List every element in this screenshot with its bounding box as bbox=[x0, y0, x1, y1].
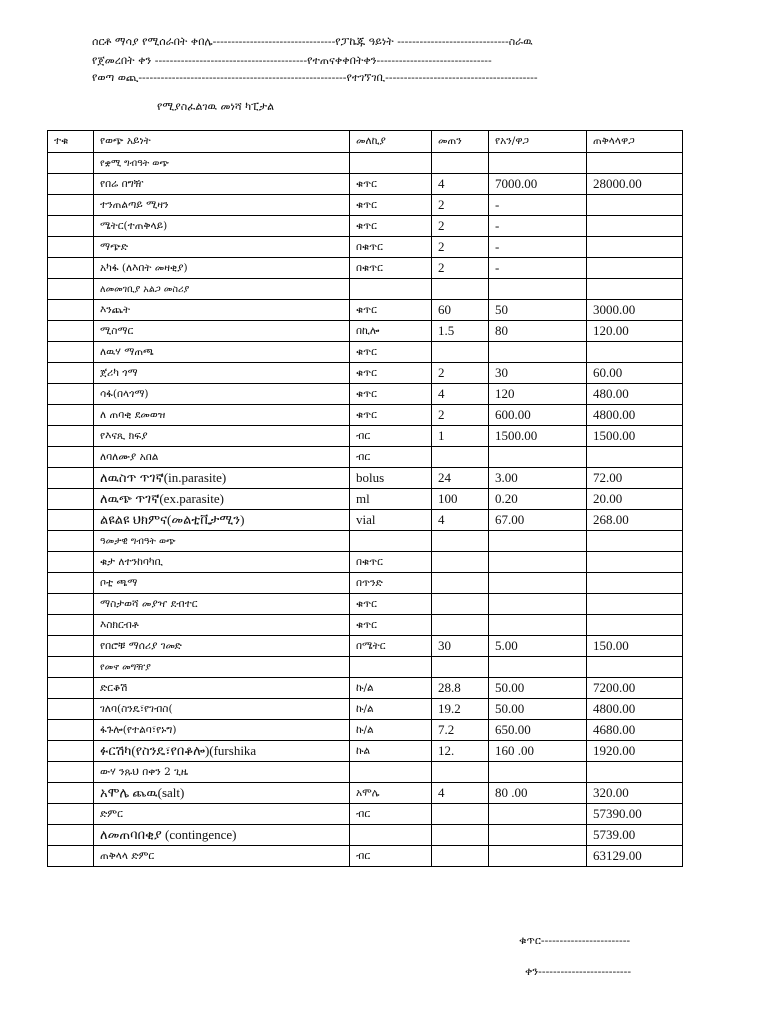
table-row bbox=[48, 384, 683, 405]
table-row bbox=[48, 468, 683, 489]
document-title: የሚያስፈልገዉ መነሻ ካፒታል bbox=[157, 100, 275, 113]
table-row bbox=[48, 615, 683, 636]
cell-number bbox=[48, 195, 94, 216]
cell-item: ሳፋ(በላጎማ) bbox=[94, 384, 350, 405]
table-row bbox=[48, 258, 683, 279]
cell-unit-price: 67.00 bbox=[489, 510, 587, 531]
cell-item: ጀሪካ ጎማ bbox=[94, 363, 350, 384]
table-row bbox=[48, 174, 683, 195]
cell-number bbox=[48, 804, 94, 825]
table-row bbox=[48, 237, 683, 258]
cell-item: ለባለሙያ አበል bbox=[94, 447, 350, 468]
cell-total: 7200.00 bbox=[587, 678, 683, 699]
cell-quantity: 1.5 bbox=[432, 321, 489, 342]
cell-quantity bbox=[432, 804, 489, 825]
cell-unit bbox=[350, 531, 432, 552]
cell-quantity: 30 bbox=[432, 636, 489, 657]
cell-unit: ብር bbox=[350, 447, 432, 468]
cell-quantity bbox=[432, 825, 489, 846]
cell-unit: ቁጥር bbox=[350, 342, 432, 363]
cell-total: 72.00 bbox=[587, 468, 683, 489]
cell-item: አሞሌ ጨዉ(salt) bbox=[94, 783, 350, 804]
cell-total bbox=[587, 258, 683, 279]
cell-item: ለመመገቢያ አልጋ መስሪያ bbox=[94, 279, 350, 300]
cell-total: 4680.00 bbox=[587, 720, 683, 741]
cell-item: ዓመታዊ ግብዓት ወጭ bbox=[94, 531, 350, 552]
cell-unit: በጥንድ bbox=[350, 573, 432, 594]
table-row bbox=[48, 699, 683, 720]
cell-total bbox=[587, 531, 683, 552]
cell-number bbox=[48, 321, 94, 342]
cell-item: ማጭድ bbox=[94, 237, 350, 258]
cell-unit bbox=[350, 825, 432, 846]
cell-unit-price: 120 bbox=[489, 384, 587, 405]
cell-quantity bbox=[432, 594, 489, 615]
cell-item: የበሮቹ ማሰሪያ ገመድ bbox=[94, 636, 350, 657]
cell-unit: በቁጥር bbox=[350, 258, 432, 279]
cell-item: አካፋ (ለእበት መዛቂያ) bbox=[94, 258, 350, 279]
cell-number bbox=[48, 279, 94, 300]
cell-unit: ቁጥር bbox=[350, 405, 432, 426]
cell-quantity: 28.8 bbox=[432, 678, 489, 699]
cell-quantity: 4 bbox=[432, 174, 489, 195]
cell-item: ልዩልዩ ህክምና(መልቲቪታሚን) bbox=[94, 510, 350, 531]
cell-quantity bbox=[432, 552, 489, 573]
cell-total bbox=[587, 216, 683, 237]
cell-unit-price bbox=[489, 615, 587, 636]
cell-unit: ኩል bbox=[350, 741, 432, 762]
cell-unit: በሜትር bbox=[350, 636, 432, 657]
table-row bbox=[48, 510, 683, 531]
header-line-location: ሰርቶ ማሳያ የሚሰራበት ቀበሌ---------------------------------የፓኬጁ ዓይነት ------------------------------ስራዉ bbox=[92, 35, 533, 48]
table-row bbox=[48, 678, 683, 699]
cell-total: 150.00 bbox=[587, 636, 683, 657]
cell-total: 480.00 bbox=[587, 384, 683, 405]
cell-total: 60.00 bbox=[587, 363, 683, 384]
cell-item: ገለባ(ስንዴ፣የገብስ( bbox=[94, 699, 350, 720]
column-header-item: የወጭ አይነት bbox=[94, 131, 350, 153]
cell-number bbox=[48, 216, 94, 237]
column-header-no: ተቁ bbox=[48, 131, 94, 153]
cell-unit: ብር bbox=[350, 426, 432, 447]
cell-unit: ቁጥር bbox=[350, 216, 432, 237]
cell-number bbox=[48, 846, 94, 867]
column-header-total: ጠቅላላዋጋ bbox=[587, 131, 683, 153]
cell-item: የበሬ በግዥ bbox=[94, 174, 350, 195]
header-line-expense-income: የወጣ ወጪ--------------------------------------------------------የተገኘገቢ----------------------------------------- bbox=[92, 71, 538, 84]
cell-total bbox=[587, 195, 683, 216]
cell-unit: ኩ/ል bbox=[350, 678, 432, 699]
cell-item: ድምር bbox=[94, 804, 350, 825]
footer-date-line: ቀን------------------------- bbox=[525, 965, 632, 978]
cell-unit: ቁጥር bbox=[350, 174, 432, 195]
cell-unit: በቁጥር bbox=[350, 237, 432, 258]
cell-unit-price: 80 bbox=[489, 321, 587, 342]
column-header-unit-price: የአን/ዋጋ bbox=[489, 131, 587, 153]
cell-quantity: 2 bbox=[432, 216, 489, 237]
cell-number bbox=[48, 468, 94, 489]
cell-unit-price: 50.00 bbox=[489, 678, 587, 699]
cell-item: ውሃ ንጹህ በቀን 2 ጊዜ bbox=[94, 762, 350, 783]
cell-number bbox=[48, 426, 94, 447]
table-row bbox=[48, 195, 683, 216]
cell-number bbox=[48, 363, 94, 384]
cell-quantity: 7.2 bbox=[432, 720, 489, 741]
table-row bbox=[48, 594, 683, 615]
cell-unit: ቁጥር bbox=[350, 195, 432, 216]
cell-unit-price bbox=[489, 153, 587, 174]
cell-unit-price bbox=[489, 804, 587, 825]
cell-unit: ቁጥር bbox=[350, 384, 432, 405]
cell-total bbox=[587, 573, 683, 594]
cell-unit-price bbox=[489, 531, 587, 552]
cell-quantity: 2 bbox=[432, 363, 489, 384]
cell-quantity bbox=[432, 573, 489, 594]
cell-number bbox=[48, 510, 94, 531]
cell-unit bbox=[350, 657, 432, 678]
cell-total bbox=[587, 552, 683, 573]
cell-item: ድርቆሽ bbox=[94, 678, 350, 699]
cell-number bbox=[48, 153, 94, 174]
cell-total: 1920.00 bbox=[587, 741, 683, 762]
column-header-unit: መለኪያ bbox=[350, 131, 432, 153]
cell-number bbox=[48, 762, 94, 783]
cell-number bbox=[48, 615, 94, 636]
cell-unit-price: 50.00 bbox=[489, 699, 587, 720]
cell-unit-price: 1500.00 bbox=[489, 426, 587, 447]
cell-number bbox=[48, 384, 94, 405]
cell-number bbox=[48, 258, 94, 279]
cell-item: ተንጠልጣይ ሚዛን bbox=[94, 195, 350, 216]
cell-number bbox=[48, 531, 94, 552]
cell-quantity: 24 bbox=[432, 468, 489, 489]
cell-quantity: 2 bbox=[432, 237, 489, 258]
cell-unit: ቁጥር bbox=[350, 363, 432, 384]
cell-number bbox=[48, 552, 94, 573]
footer-number-line: ቁጥር------------------------ bbox=[519, 934, 631, 947]
table-row bbox=[48, 804, 683, 825]
cell-quantity: 60 bbox=[432, 300, 489, 321]
cell-unit: ቁጥር bbox=[350, 300, 432, 321]
cell-unit bbox=[350, 762, 432, 783]
cell-item: የመኖ መግዥያ bbox=[94, 657, 350, 678]
cell-quantity bbox=[432, 447, 489, 468]
table-row bbox=[48, 825, 683, 846]
cell-total: 268.00 bbox=[587, 510, 683, 531]
cell-unit-price: 30 bbox=[489, 363, 587, 384]
cell-quantity: 2 bbox=[432, 405, 489, 426]
table-row bbox=[48, 342, 683, 363]
cell-unit-price: - bbox=[489, 258, 587, 279]
cell-total bbox=[587, 237, 683, 258]
cell-total: 4800.00 bbox=[587, 405, 683, 426]
cell-unit-price bbox=[489, 573, 587, 594]
cell-unit-price: - bbox=[489, 237, 587, 258]
header-line-start-date: የጀመረበት ቀን -----------------------------------------የተጠናቀቀበትቀን------------------------------- bbox=[92, 54, 492, 67]
cell-unit-price: 0.20 bbox=[489, 489, 587, 510]
cell-unit-price bbox=[489, 762, 587, 783]
table-row bbox=[48, 783, 683, 804]
table-row bbox=[48, 657, 683, 678]
cell-item: ሜትር(ተጠቅላይ) bbox=[94, 216, 350, 237]
cell-unit-price: 50 bbox=[489, 300, 587, 321]
cell-total: 63129.00 bbox=[587, 846, 683, 867]
cell-total: 57390.00 bbox=[587, 804, 683, 825]
cell-unit: አሞሌ bbox=[350, 783, 432, 804]
cell-unit-price: - bbox=[489, 216, 587, 237]
table-row bbox=[48, 741, 683, 762]
cell-total bbox=[587, 657, 683, 678]
cell-number bbox=[48, 342, 94, 363]
cell-quantity bbox=[432, 657, 489, 678]
cell-unit: bolus bbox=[350, 468, 432, 489]
cell-quantity: 4 bbox=[432, 510, 489, 531]
cell-total bbox=[587, 342, 683, 363]
cell-item: ፉርሽካ(የስንዴ፣የበቆሎ)(furshika bbox=[94, 741, 350, 762]
cell-number bbox=[48, 489, 94, 510]
table-row bbox=[48, 321, 683, 342]
table-row bbox=[48, 363, 683, 384]
cell-item: እንጨት bbox=[94, 300, 350, 321]
table-row bbox=[48, 279, 683, 300]
cell-unit: ቁጥር bbox=[350, 594, 432, 615]
cell-total: 20.00 bbox=[587, 489, 683, 510]
table-body bbox=[48, 153, 683, 867]
cell-item: ማስታወሻ መያዣ ደብተር bbox=[94, 594, 350, 615]
cell-quantity: 2 bbox=[432, 195, 489, 216]
cell-total bbox=[587, 594, 683, 615]
column-header-quantity: መጠን bbox=[432, 131, 489, 153]
cell-item: እስክርብቶ bbox=[94, 615, 350, 636]
cell-quantity bbox=[432, 153, 489, 174]
cell-item: ለዉጭ ጥገኛ(ex.parasite) bbox=[94, 489, 350, 510]
cell-number bbox=[48, 405, 94, 426]
cell-number bbox=[48, 174, 94, 195]
cell-unit bbox=[350, 153, 432, 174]
cell-quantity bbox=[432, 342, 489, 363]
table-row bbox=[48, 153, 683, 174]
cell-total: 3000.00 bbox=[587, 300, 683, 321]
cell-unit-price bbox=[489, 825, 587, 846]
table-row bbox=[48, 573, 683, 594]
table-header-row bbox=[48, 131, 683, 153]
cell-quantity: 1 bbox=[432, 426, 489, 447]
cell-total bbox=[587, 279, 683, 300]
cell-item: ለዉሃ ማጠጫ bbox=[94, 342, 350, 363]
cell-item: ጠቅላላ ድምር bbox=[94, 846, 350, 867]
cell-number bbox=[48, 300, 94, 321]
cell-unit: ብር bbox=[350, 846, 432, 867]
cell-unit-price: 80 .00 bbox=[489, 783, 587, 804]
cell-item: ቦቲ ጫማ bbox=[94, 573, 350, 594]
cell-number bbox=[48, 720, 94, 741]
cell-total bbox=[587, 447, 683, 468]
table-row bbox=[48, 447, 683, 468]
cell-total: 1500.00 bbox=[587, 426, 683, 447]
table-row bbox=[48, 216, 683, 237]
cell-unit-price bbox=[489, 552, 587, 573]
cell-number bbox=[48, 636, 94, 657]
cell-unit: በኪሎ bbox=[350, 321, 432, 342]
cell-item: ፋጉሎ(የተልባ፣የኑግ) bbox=[94, 720, 350, 741]
capital-table bbox=[47, 130, 683, 867]
cell-unit: ml bbox=[350, 489, 432, 510]
cell-quantity bbox=[432, 762, 489, 783]
cell-unit-price: - bbox=[489, 195, 587, 216]
cell-number bbox=[48, 657, 94, 678]
table-row bbox=[48, 636, 683, 657]
cell-total bbox=[587, 615, 683, 636]
cell-unit-price: 5.00 bbox=[489, 636, 587, 657]
cell-item: ቁታ ለተንከባካቢ bbox=[94, 552, 350, 573]
table-row bbox=[48, 552, 683, 573]
cell-number bbox=[48, 678, 94, 699]
cell-unit: ኩ/ል bbox=[350, 720, 432, 741]
cell-number bbox=[48, 699, 94, 720]
cell-total bbox=[587, 153, 683, 174]
table-row bbox=[48, 405, 683, 426]
cell-unit-price: 3.00 bbox=[489, 468, 587, 489]
table-row bbox=[48, 531, 683, 552]
table-row bbox=[48, 720, 683, 741]
cell-unit-price: 600.00 bbox=[489, 405, 587, 426]
cell-number bbox=[48, 594, 94, 615]
cell-item: ሚስማር bbox=[94, 321, 350, 342]
table-row bbox=[48, 762, 683, 783]
cell-number bbox=[48, 447, 94, 468]
cell-quantity: 12. bbox=[432, 741, 489, 762]
cell-unit-price: 650.00 bbox=[489, 720, 587, 741]
cell-unit-price: 7000.00 bbox=[489, 174, 587, 195]
cell-unit-price bbox=[489, 342, 587, 363]
cell-total: 120.00 bbox=[587, 321, 683, 342]
cell-quantity: 100 bbox=[432, 489, 489, 510]
cell-number bbox=[48, 573, 94, 594]
cell-number bbox=[48, 741, 94, 762]
cell-quantity bbox=[432, 615, 489, 636]
table-row bbox=[48, 426, 683, 447]
cell-quantity: 2 bbox=[432, 258, 489, 279]
cell-unit: ቁጥር bbox=[350, 615, 432, 636]
cell-unit-price: 160 .00 bbox=[489, 741, 587, 762]
cell-total bbox=[587, 762, 683, 783]
cell-item: ለመጠባበቂያ (contingence) bbox=[94, 825, 350, 846]
table-row bbox=[48, 846, 683, 867]
cell-unit-price bbox=[489, 657, 587, 678]
cell-unit: ኩ/ል bbox=[350, 699, 432, 720]
cell-unit: በቁጥር bbox=[350, 552, 432, 573]
cell-quantity: 4 bbox=[432, 783, 489, 804]
cell-unit-price bbox=[489, 279, 587, 300]
cell-total: 28000.00 bbox=[587, 174, 683, 195]
table-row bbox=[48, 489, 683, 510]
cell-quantity: 4 bbox=[432, 384, 489, 405]
cell-unit-price bbox=[489, 447, 587, 468]
cell-item: የቋሚ ግብዓት ወጭ bbox=[94, 153, 350, 174]
cell-total: 320.00 bbox=[587, 783, 683, 804]
cell-number bbox=[48, 825, 94, 846]
cell-unit: vial bbox=[350, 510, 432, 531]
cell-item: ለ ጠባቂ ደመወዝ bbox=[94, 405, 350, 426]
cell-unit-price bbox=[489, 846, 587, 867]
cell-number bbox=[48, 237, 94, 258]
cell-number bbox=[48, 783, 94, 804]
cell-quantity bbox=[432, 531, 489, 552]
cell-quantity bbox=[432, 279, 489, 300]
cell-total: 5739.00 bbox=[587, 825, 683, 846]
cell-quantity: 19.2 bbox=[432, 699, 489, 720]
cell-quantity bbox=[432, 846, 489, 867]
cell-unit: ብር bbox=[350, 804, 432, 825]
table-row bbox=[48, 300, 683, 321]
cell-unit-price bbox=[489, 594, 587, 615]
cell-item: ለዉስጥ ጥገኛ(in.parasite) bbox=[94, 468, 350, 489]
cell-item: የእናጺ ክፍያ bbox=[94, 426, 350, 447]
cell-total: 4800.00 bbox=[587, 699, 683, 720]
cell-unit bbox=[350, 279, 432, 300]
